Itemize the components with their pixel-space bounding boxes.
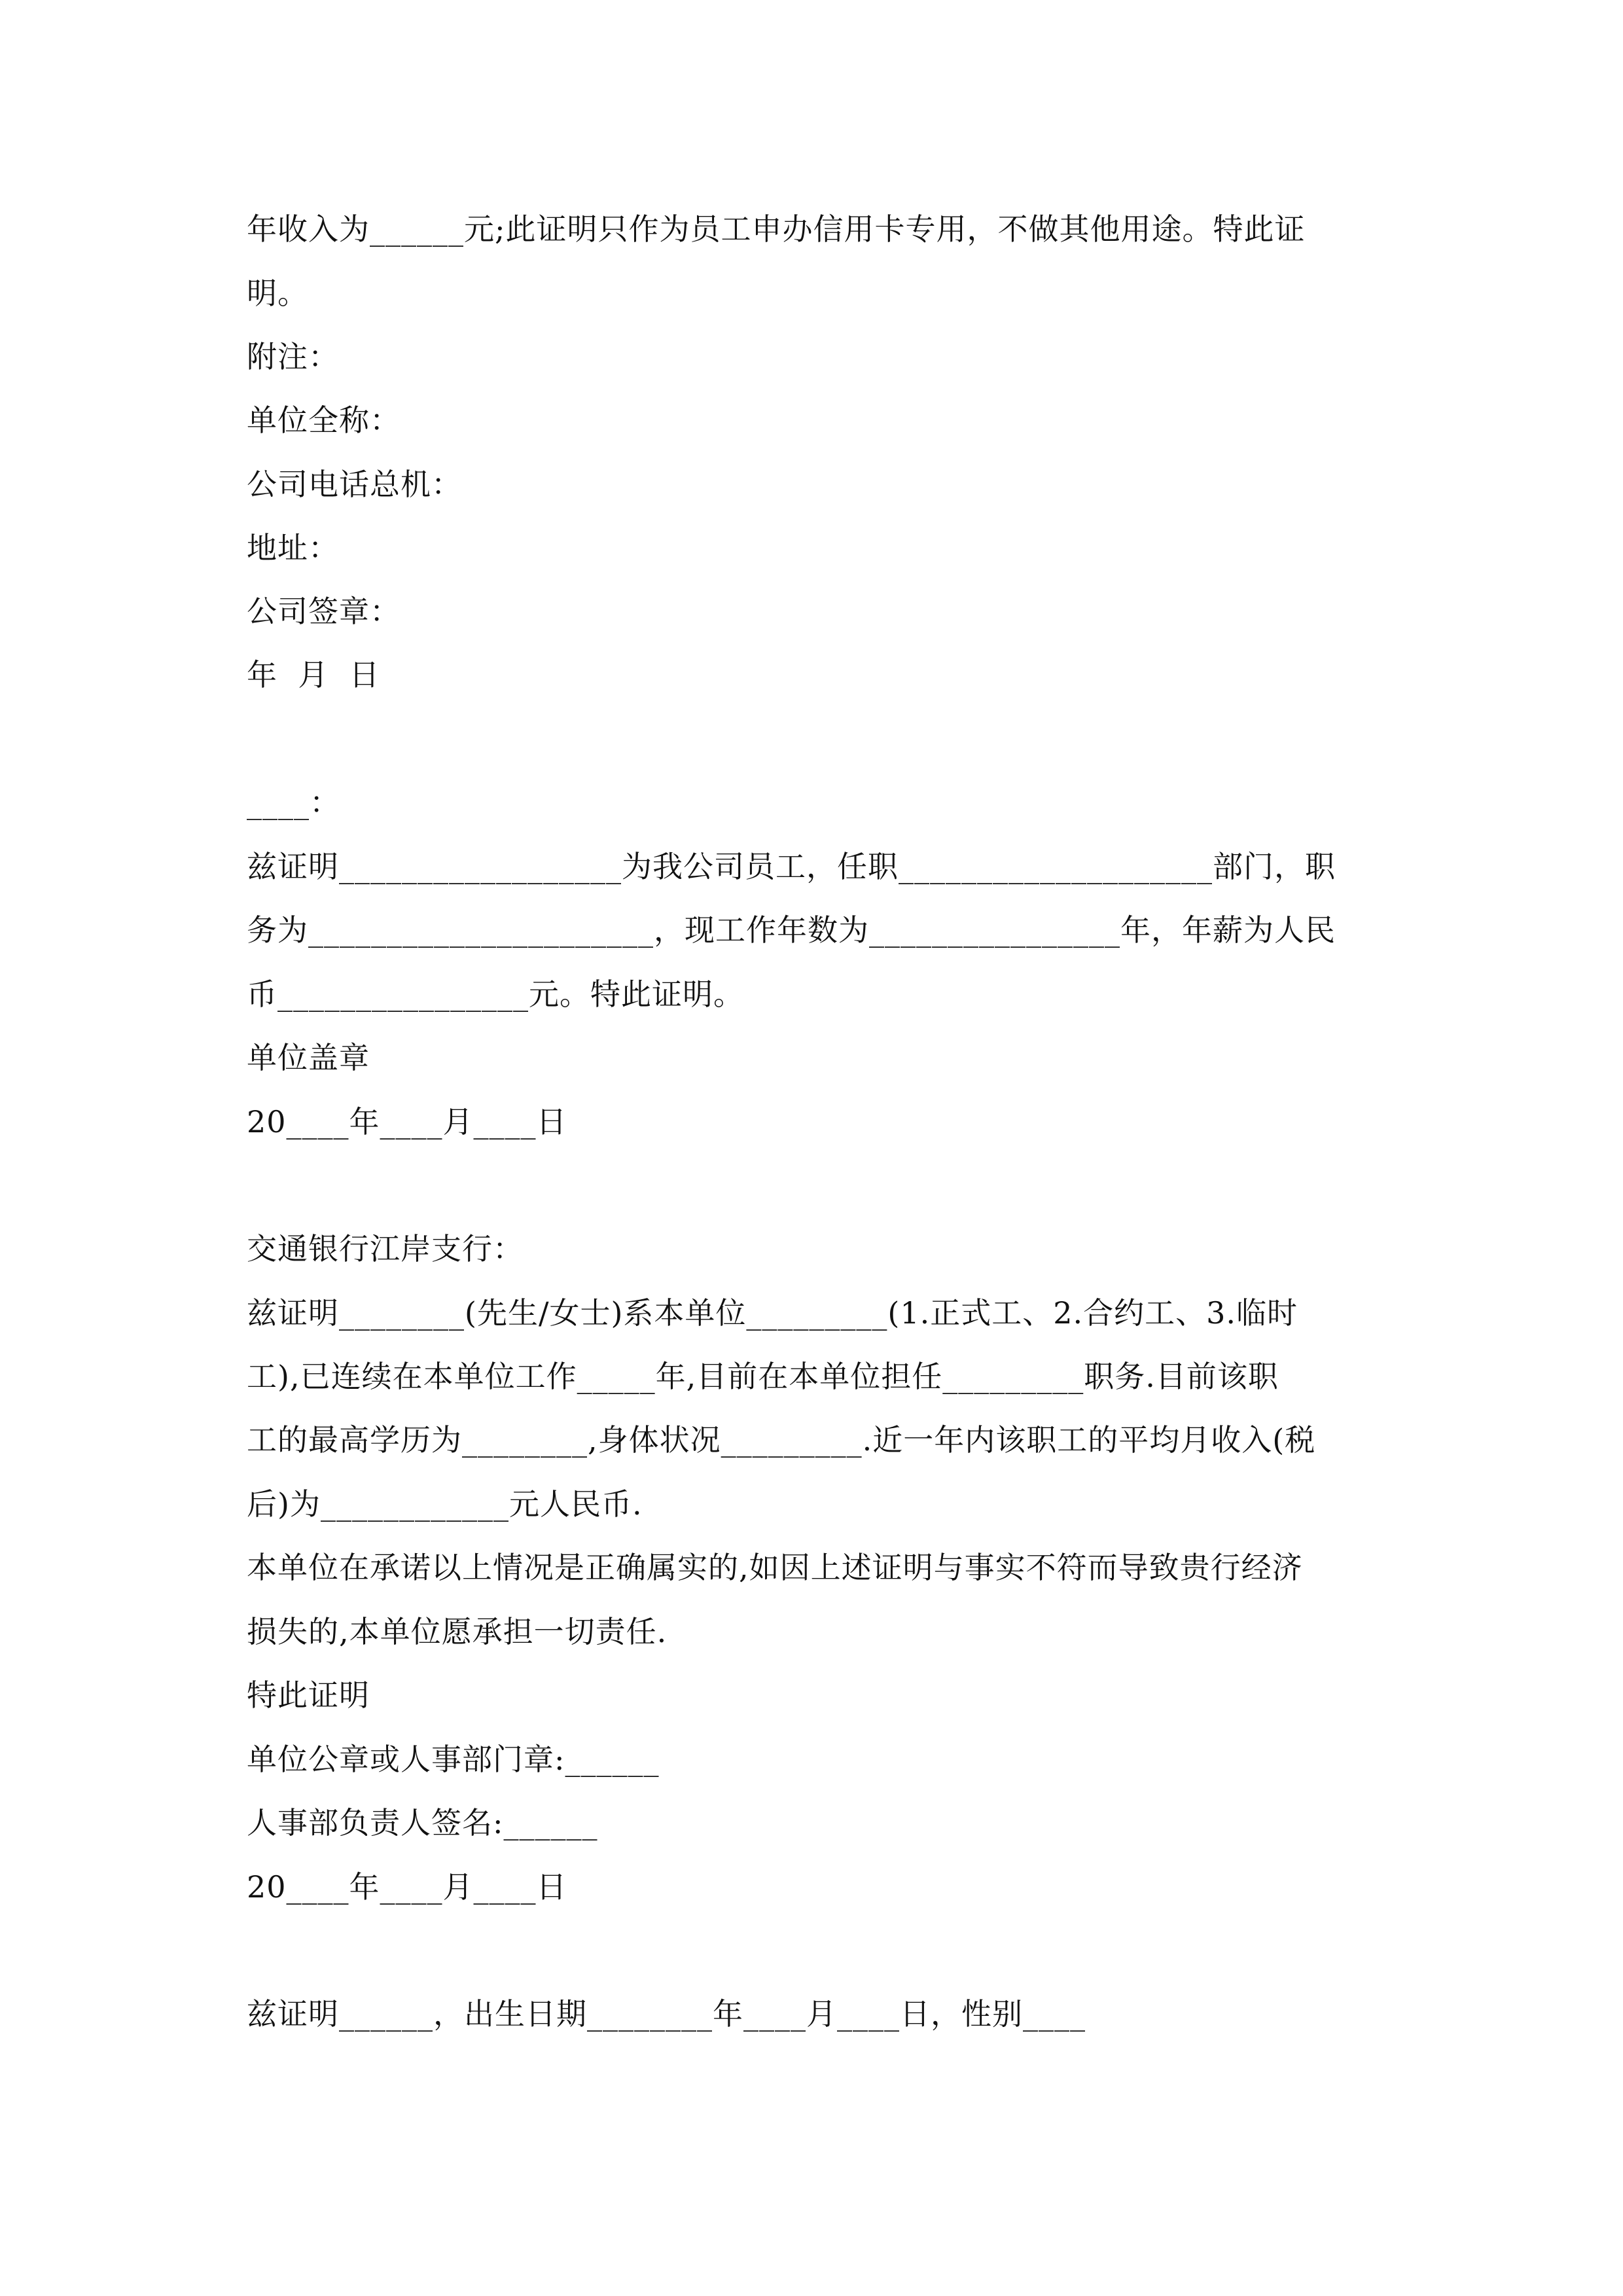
s3-promise-line-1: 本单位在承诺以上情况是正确属实的,如因上述证明与事实不符而导致贵行经济 [247,1550,1303,1585]
s1-date-line: 年 月 日 [247,657,380,692]
s1-phone-label: 公司电话总机： [247,467,462,502]
s1-income-line-end: 明。 [247,276,308,311]
s1-unit-name-label: 单位全称： [247,403,401,438]
s2-body-line-2: 务为______________________，现工作年数为________________年，年薪为人民 [247,912,1336,948]
s3-body-line-1: 兹证明________(先生/女士)系本单位_________(1.正式工、2.合约工、3.临时 [247,1295,1298,1331]
s3-promise-line-2: 损失的,本单位愿承担一切责任. [247,1614,668,1649]
s1-income-line: 年收入为______元;此证明只作为员工申办信用卡专用，不做其他用途。特此证 [247,211,1306,247]
s2-body-line-3: 币________________元。特此证明。 [247,977,744,1012]
s4-body-line-1: 兹证明______，出生日期________年____月____日，性别____ [247,1996,1086,2032]
s1-seal-label: 公司签章： [247,594,401,629]
s3-seal-label: 单位公章或人事部门章:______ [247,1742,660,1777]
s3-body-line-4: 后)为____________元人民币. [247,1486,643,1522]
s2-salutation: ____： [247,785,340,820]
s2-seal-label: 单位盖章 [247,1040,370,1075]
s3-body-line-3: 工的最高学历为________,身体状况_________.近一年内该职工的平均月收入(税 [247,1422,1316,1458]
s2-date-line: 20____年____月____日 [247,1104,567,1139]
s1-note-label: 附注： [247,339,339,374]
s3-addressee: 交通银行江岸支行： [247,1231,524,1266]
s3-signature-label: 人事部负责人签名:______ [247,1805,598,1840]
s3-closing: 特此证明 [247,1677,370,1713]
s1-address-label: 地址： [247,530,339,565]
s3-body-line-2: 工),已连续在本单位工作_____年,目前在本单位担任_________职务.目前该职 [247,1359,1279,1394]
s2-body-line-1: 兹证明__________________为我公司员工，任职____________________部门，职 [247,849,1336,884]
s3-date-line: 20____年____月____日 [247,1869,567,1905]
